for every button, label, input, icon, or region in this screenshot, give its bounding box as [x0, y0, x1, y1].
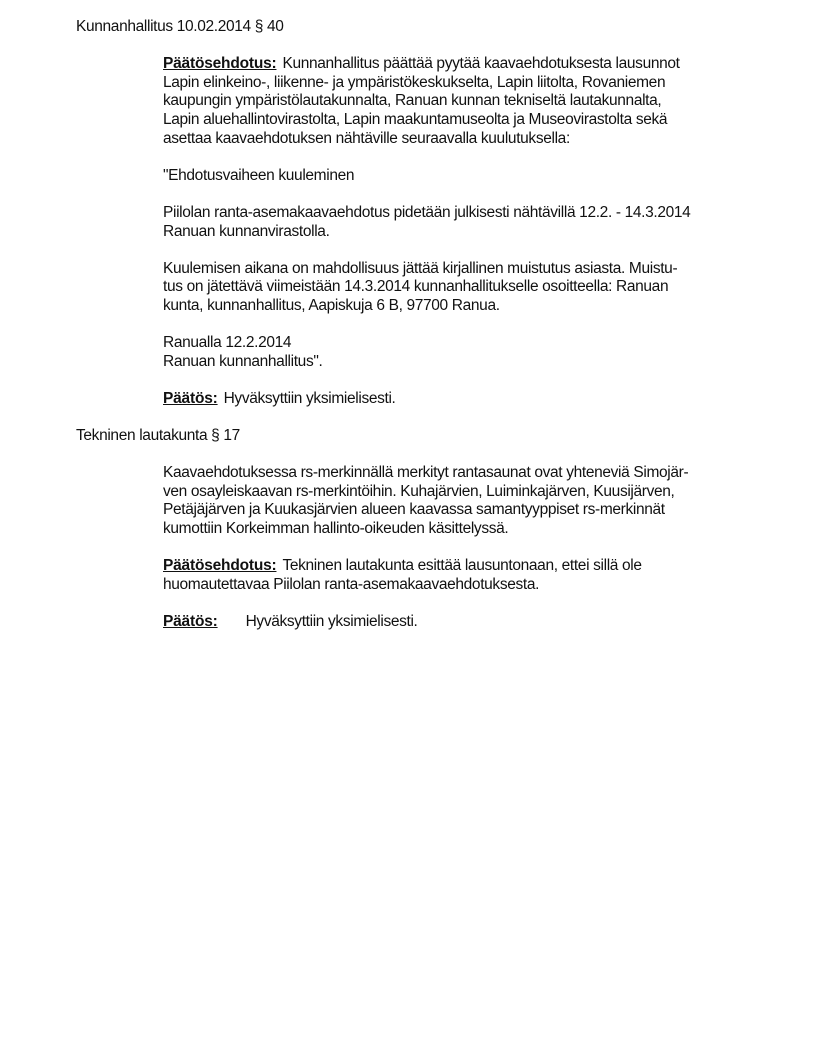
- section-body: [163, 464, 816, 631]
- decision-label: Päätös:: [163, 613, 218, 630]
- section-heading: Kunnanhallitus 10.02.2014 § 40: [76, 18, 284, 35]
- notice-text: Ranuan kunnanvirastolla.: [163, 222, 330, 240]
- decision-text: Hyväksyttiin yksimielisesti.: [223, 389, 396, 407]
- proposal-text: Lapin elinkeino-, liikenne- ja ympäristökeskukselta, Lapin liitolta, Rovaniemen: [163, 73, 666, 91]
- signature-place-date: Ranualla 12.2.2014: [163, 334, 292, 352]
- body-text: ven osayleiskaavan rs-merkintöihin. Kuhajärvien, Luiminkajärven, Kuusijärven,: [163, 482, 675, 500]
- proposal-text: kaupungin ympäristölautakunnalta, Ranuan kunnan tekniseltä lautakunnalta,: [163, 92, 662, 110]
- decision: [163, 390, 816, 409]
- section-heading: Tekninen lautakunta § 17: [76, 427, 240, 445]
- proposal-text: Lapin aluehallintovirastolta, Lapin maakuntamuseolta ja Museovirastolta sekä: [163, 110, 668, 128]
- decision-text: Hyväksyttiin yksimielisesti.: [245, 613, 418, 630]
- notice-text: tus on jätettävä viimeistään 14.3.2014 kunnanhallitukselle osoitteella: Ranuan: [163, 278, 669, 296]
- proposal-text: huomautettavaa Piilolan ranta-asemakaavaehdotuksesta.: [163, 575, 540, 593]
- body-text: Kaavaehdotuksessa rs-merkinnällä merkityt rantasaunat ovat yhteneviä Simojär-: [163, 464, 689, 482]
- proposal-text: Kunnanhallitus päättää pyytää kaavaehdotuksesta lausunnot: [282, 55, 680, 73]
- proposal-text: Tekninen lautakunta esittää lausuntonaan, ettei sillä ole: [282, 557, 642, 575]
- signature-signer: Ranuan kunnanhallitus".: [163, 352, 323, 370]
- notice-title: "Ehdotusvaiheen kuuleminen: [163, 166, 355, 184]
- notice-text: Kuulemisen aikana on mahdollisuus jättää kirjallinen muistutus asiasta. Muistu-: [163, 259, 678, 277]
- notice-text: Piilolan ranta-asemakaavaehdotus pidetään julkisesti nähtävillä 12.2. - 14.3.2014: [163, 203, 691, 221]
- decision-label: Päätös:: [163, 389, 218, 407]
- decision: [163, 613, 816, 632]
- proposal-label: Päätösehdotus:: [163, 557, 277, 575]
- decision-proposal: [163, 55, 816, 408]
- body-text: kumottiin Korkeimman hallinto-oikeuden käsittelyssä.: [163, 520, 509, 538]
- proposal-label: Päätösehdotus:: [163, 55, 277, 73]
- notice-text: kunta, kunnanhallitus, Aapiskuja 6 B, 97700 Ranua.: [163, 296, 500, 314]
- proposal-text: asettaa kaavaehdotuksen nähtäville seuraavalla kuulutuksella:: [163, 129, 570, 147]
- body-text: Petäjäjärven ja Kuukasjärvien alueen kaavassa samantyyppiset rs-merkinnät: [163, 501, 665, 519]
- document-page: [0, 18, 816, 632]
